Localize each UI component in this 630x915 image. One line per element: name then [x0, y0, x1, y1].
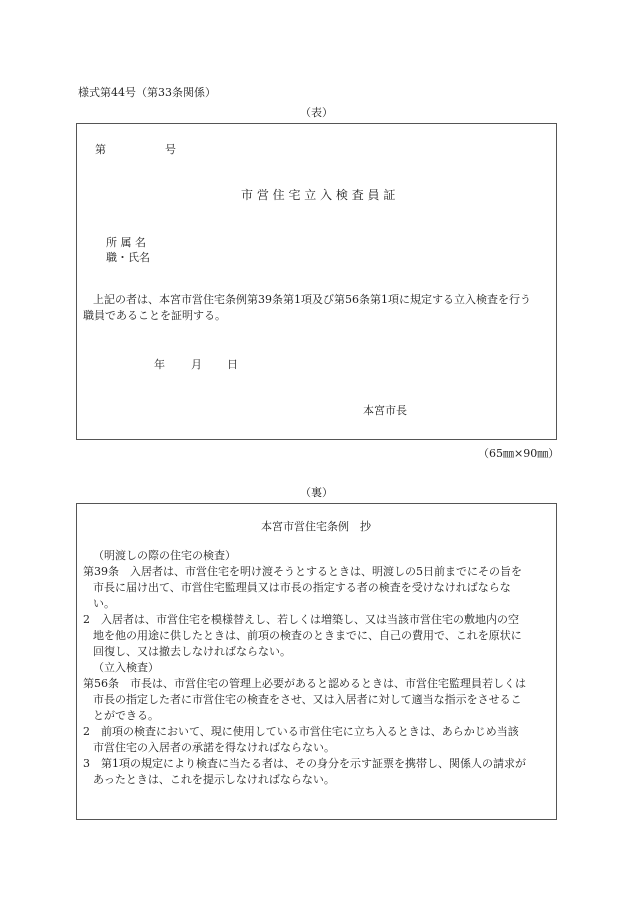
form-label: 様式第44号（第33条関係）	[78, 86, 216, 99]
position-name-label: 職・氏名	[106, 251, 150, 264]
number-prefix: 第	[95, 143, 106, 156]
date-month: 月	[191, 358, 202, 371]
back-card	[76, 503, 557, 820]
back-line-10: 市長の指定した者に市営住宅の検査をさせ、又は入居者に対して適当な指示をさせるこ	[93, 693, 522, 706]
back-line-9: 第56条 市長は、市営住宅の管理上必要があると認めるときは、市営住宅監理員若しくは	[83, 677, 526, 690]
back-line-14: 3 第1項の規定により検査に当たる者は、その身分を示す証票を携帯し、関係人の請求が	[83, 757, 526, 770]
date-day: 日	[227, 358, 238, 371]
front-card	[76, 123, 557, 440]
back-line-1: （明渡しの際の住宅の検査）	[93, 549, 236, 562]
back-line-8: （立入検査）	[93, 661, 159, 674]
back-line-3: 市長に届け出て、市営住宅監理員又は市長の指定する者の検査を受けなければならな	[93, 581, 511, 594]
back-line-15: あったときは、これを提示しなければならない。	[93, 773, 335, 786]
ordinance-title: 本宮市営住宅条例 抄	[261, 520, 371, 533]
back-side-label: （裏）	[300, 486, 333, 499]
back-line-6: 地を他の用途に供したときは、前項の検査のときまでに、自己の費用で、これを原状に	[93, 629, 522, 642]
date-year: 年	[154, 358, 165, 371]
statement-line-2: 職員であることを証明する。	[83, 309, 226, 322]
card-title: 市 営 住 宅 立 入 検 査 員 証	[241, 188, 396, 202]
front-side-label: （表）	[300, 106, 333, 119]
statement-line-1: 上記の者は、本宮市営住宅条例第39条第1項及び第56条第1項に規定する立入検査を行う	[93, 293, 531, 306]
back-line-2: 第39条 入居者は、市営住宅を明け渡そうとするときは、明渡しの5日前までにその旨を	[83, 565, 522, 578]
back-line-7: 回復し、又は撤去しなければならない。	[93, 645, 291, 658]
number-suffix: 号	[165, 143, 176, 156]
issuer: 本宮市長	[363, 404, 407, 417]
size-note: （65㎜×90㎜）	[478, 447, 560, 460]
affiliation-label: 所 属 名	[106, 236, 146, 249]
back-line-5: 2 入居者は、市営住宅を模様替えし、若しくは増築し、又は当該市営住宅の敷地内の空	[83, 613, 519, 626]
back-line-12: 2 前項の検査において、現に使用している市営住宅に立ち入るときは、あらかじめ当該	[83, 725, 519, 738]
back-line-4: い。	[93, 597, 115, 610]
back-line-13: 市営住宅の入居者の承諾を得なければならない。	[93, 741, 335, 754]
back-line-11: とができる。	[93, 709, 159, 722]
